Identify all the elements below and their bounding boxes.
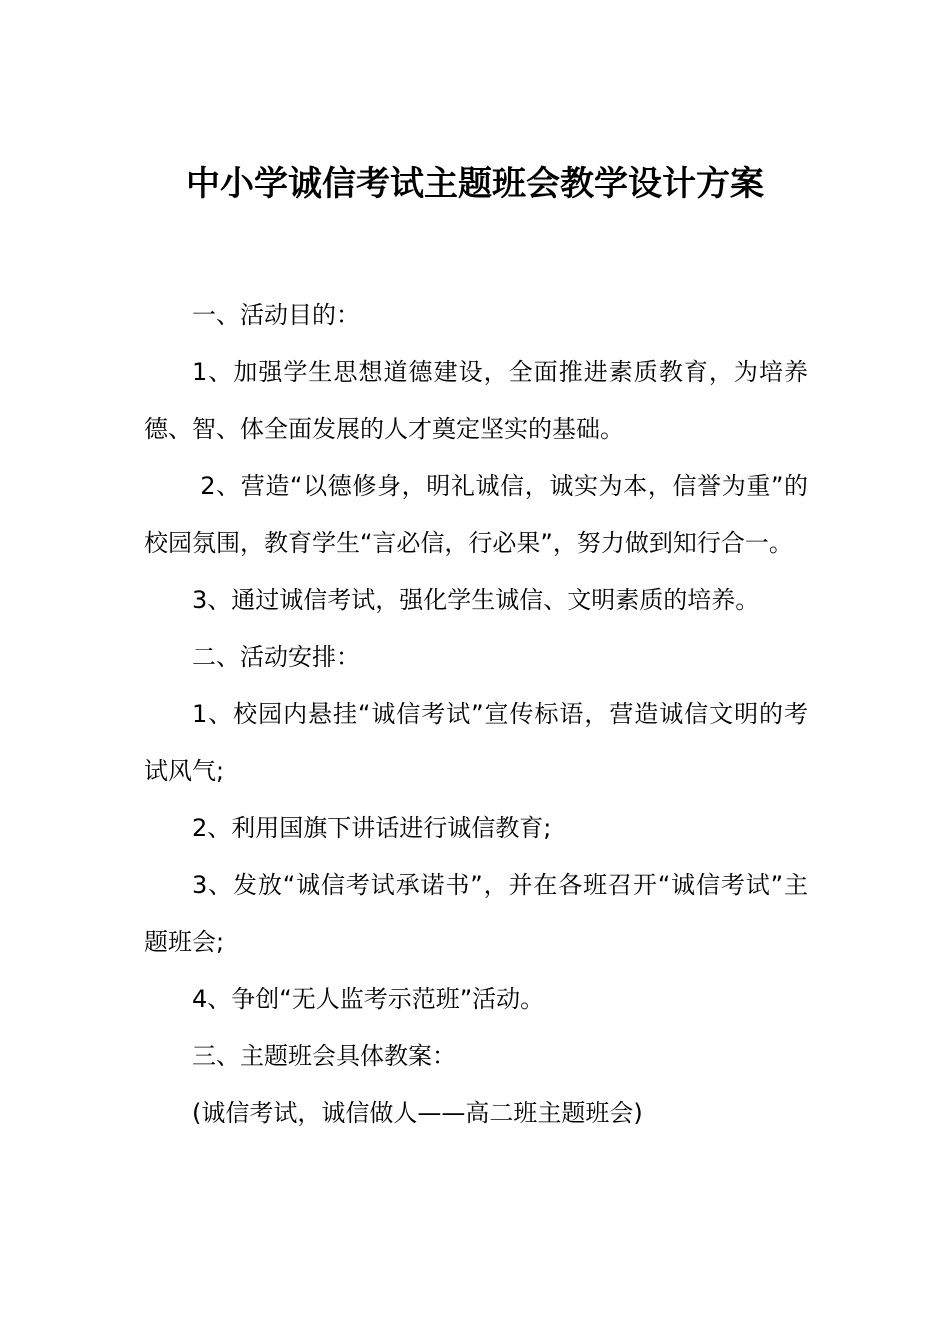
document-body <box>144 287 808 1142</box>
arrangement-item-3: 3、发放“诚信考试承诺书”，并在各班召开“诚信考试”主题班会; <box>144 871 808 956</box>
document-title: 中小学诚信考试主题班会教学设计方案 <box>186 164 764 204</box>
arrangement-item-2: 2、利用国旗下讲话进行诚信教育; <box>192 814 552 842</box>
section-heading-lesson-plan: 三、主题班会具体教案： <box>192 1042 456 1070</box>
section-heading-purpose: 一、活动目的： <box>192 301 360 329</box>
section-heading-arrangement: 二、活动安排： <box>192 643 360 671</box>
purpose-item-1: 1、加强学生思想道德建设，全面推进素质教育，为培养德、智、体全面发展的人才奠定坚实的基础。 <box>144 358 808 443</box>
arrangement-item-4: 4、争创“无人监考示范班”活动。 <box>192 985 545 1013</box>
arrangement-item-1: 1、校园内悬挂“诚信考试”宣传标语，营造诚信文明的考试风气; <box>144 700 808 785</box>
purpose-item-3: 3、通过诚信考试，强化学生诚信、文明素质的培养。 <box>192 586 760 614</box>
purpose-item-2: 2、营造“以德修身，明礼诚信，诚实为本，信誉为重”的校园氛围，教育学生“言必信，行必果”，努力做到知行合一。 <box>144 472 808 557</box>
lesson-plan-subtitle: (诚信考试，诚信做人——高二班主题班会) <box>192 1099 643 1127</box>
